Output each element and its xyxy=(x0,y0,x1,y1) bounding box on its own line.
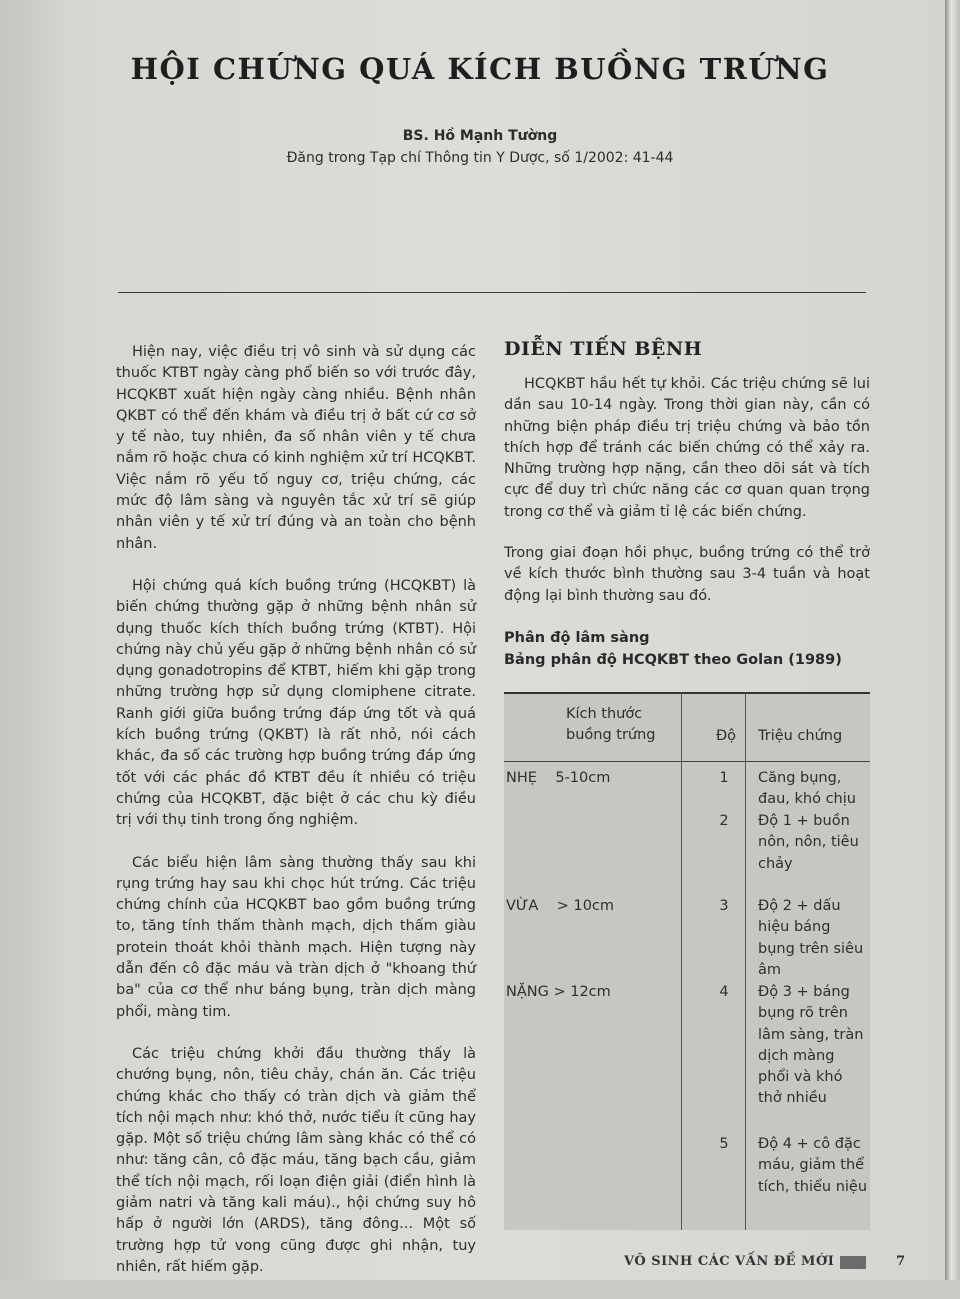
article-source: Đăng trong Tạp chí Thông tin Y Dược, số 1/2002: 41-44 xyxy=(286,150,674,166)
table-top-rule xyxy=(504,692,870,694)
paragraph: Hội chứng quá kích buồng trứng (HCQKBT) là biến chứng thường gặp ở những bệnh nhân sử dụng thuốc kích thích buồng trứng (KTBT). Hội chứng này chủ yếu gặp ở những bệnh nhân có sử dụng gonadotropins để KTBT, hiếm khi gặp trong những trường hợp sử dụng clomiphene citrate. Ranh giới giữa buồng trứng đáp ứng tốt và quá kích buồng trứng (QKBT) là rất nhỏ, nói cách khác, đa số các trường hợp buồng trứng đáp ứng tốt với các phác đồ KTBT đều ít nhiều có triệu chứng của HCQKBT, đặc biệt ở các chu kỳ điều trị với thụ tinh trong ống nghiệm. xyxy=(116,577,476,829)
page-edge xyxy=(945,0,960,1280)
grade-value: 5 xyxy=(719,1136,729,1152)
paragraph: Hiện nay, việc điều trị vô sinh và sử dụng các thuốc KTBT ngày càng phổ biến so với trước đây, HCQKBT xuất hiện ngày càng nhiều. Bệnh nhân QKBT có thể đến khám và điều trị ở bất cứ cơ sở y tế nào, tuy nhiên, đa số nhân viên y tế chưa nắm rõ hoặc chưa có kinh nghiệm xử trí HCQKBT. Việc nắm rõ yếu tố nguy cơ, triệu chứng, các mức độ lâm sàng và nguyên tắc xử trí sẽ giúp nhân viên y tế xử trí đúng và an toàn cho bệnh nhân. xyxy=(116,344,476,552)
left-column xyxy=(116,342,476,1299)
grade-value: 4 xyxy=(719,984,729,1000)
severity-severe: NẶNG > 12cm xyxy=(506,984,611,1000)
header-divider xyxy=(118,292,866,293)
table-column-divider xyxy=(745,692,746,1230)
table-caption-section: Phân độ lâm sàng xyxy=(504,629,650,646)
article-author: BS. Hồ Mạnh Tường xyxy=(402,128,558,144)
grade-value: 2 xyxy=(719,813,729,829)
footer-marker-bar xyxy=(840,1256,866,1269)
article-title: HỘI CHỨNG QUÁ KÍCH BUỒNG TRỨNG xyxy=(130,52,830,86)
grade-symptoms: Độ 2 + dấu hiệu báng bụng trên siêu âm xyxy=(758,898,864,978)
severity-mild: NHẸ 5-10cm xyxy=(506,770,611,786)
header-ovary-size-line2: buồng trứng xyxy=(566,727,656,744)
paragraph: Các biểu hiện lâm sàng thường thấy sau khi rụng trứng hay sau khi chọc hút trứng. Các triệu chứng chính của HCQKBT bao gồm buồng trứng to, tăng tính thấm thành mạch, dịch thấm giàu protein thoát khỏi thành mạch. Hiện tượng này dẫn đến cô đặc máu và tràn dịch ở "khoang thứ ba" của cơ thể như báng bụng, tràn dịch màng phổi, màng tim. xyxy=(116,854,476,1020)
grade-symptoms: Độ 1 + buồn nôn, nôn, tiêu chảy xyxy=(758,813,859,872)
paragraph: Trong giai đoạn hồi phục, buồng trứng có thể trở về kích thước bình thường sau 3-4 tuần và hoạt động lại bình thường sau đó. xyxy=(504,545,870,604)
grade-value: 3 xyxy=(719,898,729,914)
header-grade: Độ xyxy=(715,728,737,744)
table-column-divider xyxy=(681,692,682,1230)
grade-value: 1 xyxy=(719,770,729,786)
right-column xyxy=(504,338,870,671)
grade-symptoms: Độ 4 + cô đặc máu, giảm thể tích, thiểu niệu xyxy=(758,1136,868,1195)
header-symptoms: Triệu chứng xyxy=(758,728,843,744)
table-header-rule xyxy=(504,761,870,762)
table-caption-title: Bảng phân độ HCQKBT theo Golan (1989) xyxy=(504,651,842,668)
paragraph: Các triệu chứng khởi đầu thường thấy là chướng bụng, nôn, tiêu chảy, chán ăn. Các triệu chứng khác cho thấy có tràn dịch và giảm thể tích nội mạch như: khó thở, nước tiểu ít cũng hay gặp. Một số triệu chứng lâm sàng khác có thể có như: tăng cân, cô đặc máu, tăng bạch cầu, giảm thể tích nội mạch, rối loạn điện giải (điển hình là giảm natri và tăng kali máu)., hội chứng suy hô hấp ở người lớn (ARDS), tăng đông... Một số trường hợp tử vong cũng được ghi nhận, tuy nhiên, rất hiếm gặp. xyxy=(116,1045,476,1275)
running-footer-title: VÔ SINH CÁC VẤN ĐỀ MỚI xyxy=(624,1254,835,1269)
page-number: 7 xyxy=(896,1254,906,1269)
section-heading: DIỄN TIẾN BỆNH xyxy=(504,338,703,360)
paragraph: HCQKBT hầu hết tự khỏi. Các triệu chứng sẽ lui dần sau 10-14 ngày. Trong thời gian này, cần có những biện pháp điều trị triệu chứng và bảo tồn thích hợp để tránh các biến chứng có thể xảy ra. Những trường hợp nặng, cần theo dõi sát và tích cực để duy trì chức năng các cơ quan quan trọng trong cơ thể và giảm tỉ lệ các biến chứng. xyxy=(504,376,870,520)
header-ovary-size-line1: Kích thước xyxy=(566,706,643,722)
grade-symptoms: Độ 3 + báng bụng rõ trên lâm sàng, tràn dịch màng phổi và khó thở nhiều xyxy=(758,984,864,1107)
severity-moderate: VỪA > 10cm xyxy=(506,898,615,914)
grading-table xyxy=(504,692,870,1230)
header-ovary-size xyxy=(566,704,676,747)
grade-symptoms: Căng bụng, đau, khó chịu xyxy=(758,770,856,808)
